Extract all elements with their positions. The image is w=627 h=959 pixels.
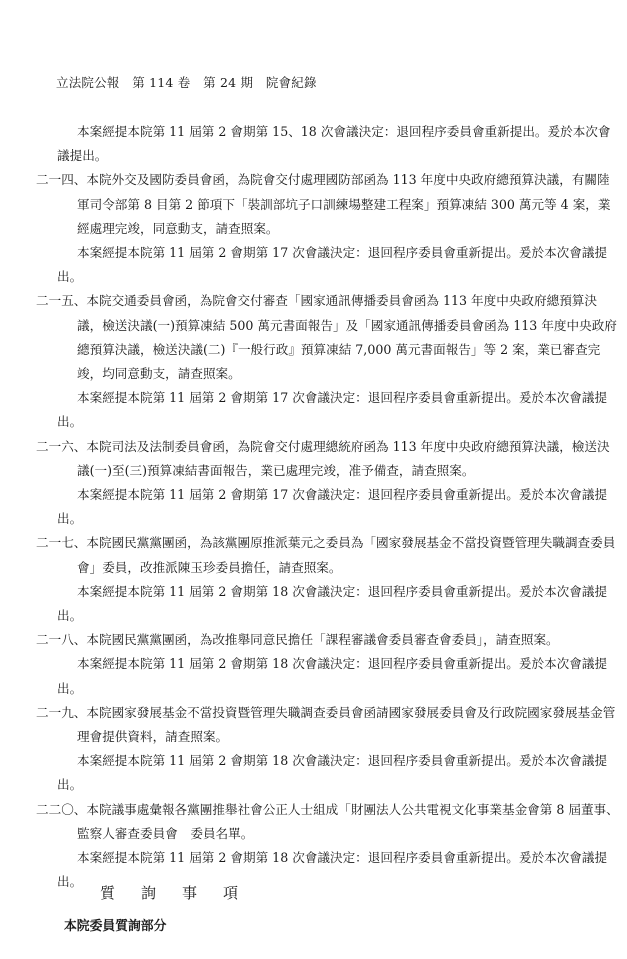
decision-paragraph: 本案經提本院第 11 屆第 2 會期第 15、18 次會議決定：退回程序委員會重新提出。爰於本次會議提出。 xyxy=(57,124,611,164)
body-text xyxy=(36,120,620,895)
decision-paragraph: 本案經提本院第 11 屆第 2 會期第 17 次會議決定：退回程序委員會重新提出。爰於本次會議提出。 xyxy=(57,487,608,527)
decision-paragraph: 本案經提本院第 11 屆第 2 會期第 18 次會議決定：退回程序委員會重新提出。爰於本次會議提出。 xyxy=(57,850,608,890)
agenda-item: 二二〇、本院議事處彙報各黨團推舉社會公正人士組成「財團法人公共電視文化事業基金會第 8 屆董事、監察人審查委員會 委員名單。 xyxy=(36,801,619,841)
decision-paragraph: 本案經提本院第 11 屆第 2 會期第 18 次會議決定：退回程序委員會重新提出。爰於本次會議提出。 xyxy=(57,583,608,624)
decision-paragraph: 本案經提本院第 11 屆第 2 會期第 18 次會議決定：退回程序委員會重新提出。爰於本次會議提出。 xyxy=(57,656,608,696)
decision-paragraph: 本案經提本院第 11 屆第 2 會期第 17 次會議決定：退回程序委員會重新提出。爰於本次會議提出。 xyxy=(57,245,608,285)
decision-paragraph: 本案經提本院第 11 屆第 2 會期第 18 次會議決定：退回程序委員會重新提出。爰於本次會議提出。 xyxy=(57,753,608,793)
agenda-item: 二一五、本院交通委員會函，為院會交付審查「國家通訊傳播委員會函為 113 年度中央政府總預算決議，檢送決議(一)預算凍結 500 萬元書面報告」及「國家通訊傳播委員會函為 113 年度中央政府總預算決議，檢送決議(二)『一般行政』預算凍結 7,000 萬元書面報告」等 2 案，業已審查完竣，均同意動支，請查照案。 xyxy=(36,293,617,382)
agenda-item: 二一四、本院外交及國防委員會函，為院會交付處理國防部函為 113 年度中央政府總預算決議，有關陸軍司令部第 8 目第 2 節項下「裝訓部坑子口訓練場整建工程案」預算凍結 300 萬元等 4 案，業經處理完竣，同意動支，請查照案。 xyxy=(36,172,611,236)
subsection-title: 本院委員質詢部分 xyxy=(64,919,167,934)
decision-paragraph: 本案經提本院第 11 屆第 2 會期第 17 次會議決定：退回程序委員會重新提出。爰於本次會議提出。 xyxy=(57,390,608,430)
agenda-item: 二一六、本院司法及法制委員會函，為院會交付處理總統府函為 113 年度中央政府總預算決議，檢送決議(一)至(三)預算凍結書面報告，業已處理完竣，准予備查，請查照案。 xyxy=(36,438,610,478)
page-header: 立法院公報 第 114 卷 第 24 期 院會紀錄 xyxy=(56,75,317,90)
agenda-item: 二一七、本院國民黨黨團函，為該黨團原推派葉元之委員為「國家發展基金不當投資暨管理失職調查委員會」委員，改推派陳玉珍委員擔任，請查照案。 xyxy=(36,535,616,575)
agenda-item: 二一八、本院國民黨黨團函，為改推舉同意民擔任「課程審議會委員審查會委員」，請查照案。 xyxy=(36,632,559,648)
section-title: 質詢事項 xyxy=(100,884,265,902)
agenda-item: 二一九、本院國家發展基金不當投資暨管理失職調查委員會函請國家發展委員會及行政院國家發展基金管理會提供資料，請查照案。 xyxy=(36,704,616,745)
